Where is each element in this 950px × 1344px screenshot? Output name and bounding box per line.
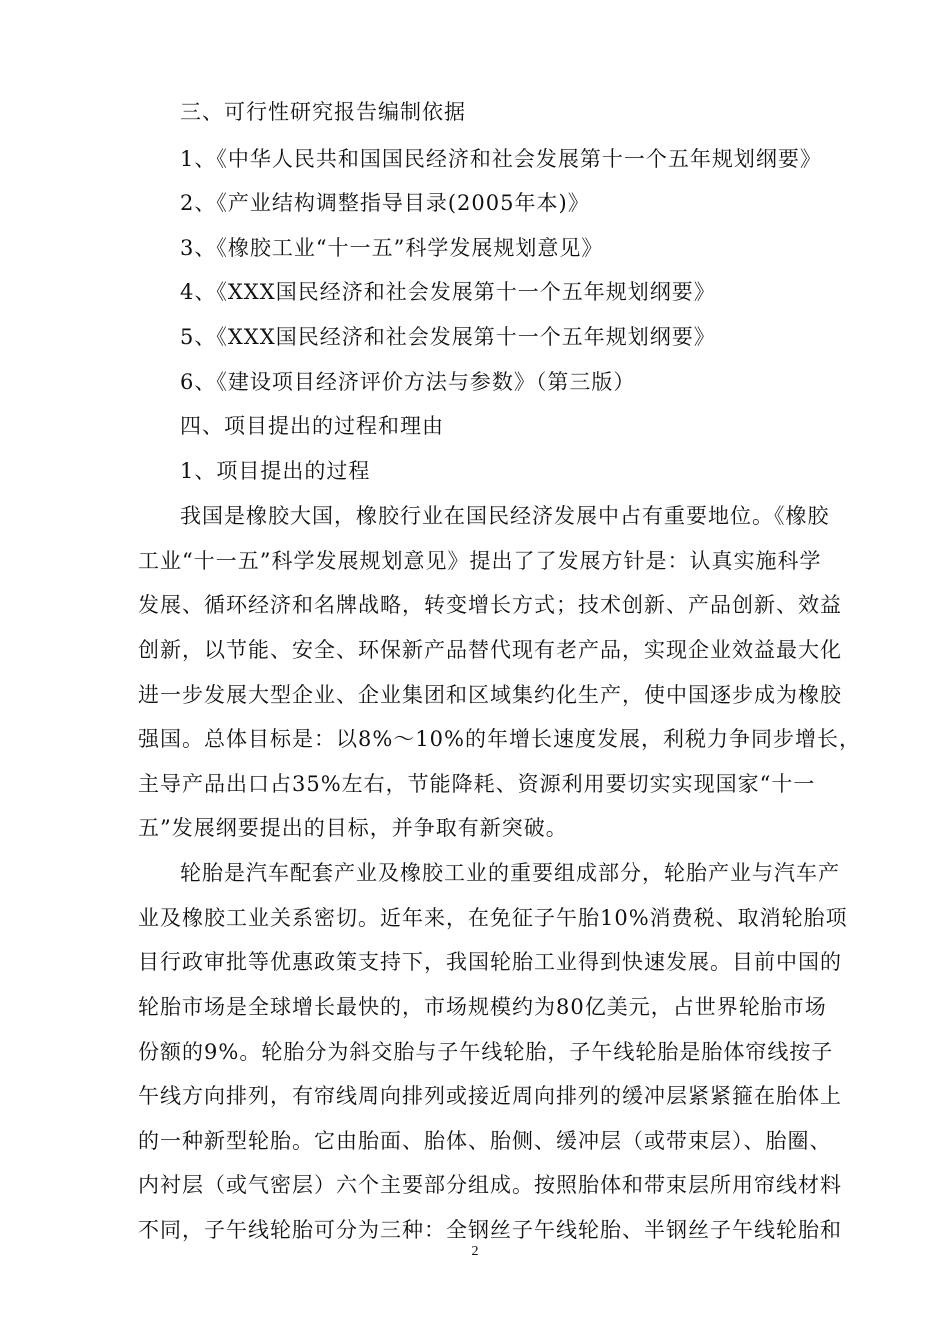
paragraph-2-line: 目行政审批等优惠政策支持下，我国轮胎工业得到快速发展。目前中国的 bbox=[138, 950, 842, 974]
basis-item-6: 6、《建设项目经济评价方法与参数》（第三版） bbox=[180, 370, 636, 394]
basis-item-4: 4、《XXX国民经济和社会发展第十一个五年规划纲要》 bbox=[180, 280, 716, 304]
paragraph-1-line: 强国。总体目标是：以8%～10%的年增长速度发展，利税力争同步增长， bbox=[138, 727, 861, 751]
basis-item-5: 5、《XXX国民经济和社会发展第十一个五年规划纲要》 bbox=[180, 325, 716, 349]
basis-item-2: 2、《产业结构调整指导目录(2005年本)》 bbox=[180, 191, 590, 215]
paragraph-1-line: 工业“十一五”科学发展规划意见》提出了了发展方针是：认真实施科学 bbox=[138, 549, 822, 573]
section-heading-basis: 三、可行性研究报告编制依据 bbox=[180, 100, 466, 124]
page-number: 2 bbox=[471, 1244, 479, 1259]
paragraph-2-line: 午线方向排列，有帘线周向排列或接近周向排列的缓冲层紧紧箍在胎体上 bbox=[138, 1084, 842, 1108]
paragraph-1-line: 我国是橡胶大国，橡胶行业在国民经济发展中占有重要地位。《橡胶 bbox=[180, 504, 830, 528]
paragraph-1-line: 进一步发展大型企业、企业集团和区域集约化生产，使中国逐步成为橡胶 bbox=[138, 683, 842, 707]
subsection-heading: 1、项目提出的过程 bbox=[180, 459, 371, 483]
paragraph-2-line: 的一种新型轮胎。它由胎面、胎体、胎侧、缓冲层（或带束层）、胎圈、 bbox=[138, 1129, 832, 1153]
paragraph-1-line: 主导产品出口占35%左右，节能降耗、资源利用要切实实现国家“十一 bbox=[138, 772, 816, 796]
basis-item-3: 3、《橡胶工业“十一五”科学发展规划意见》 bbox=[180, 236, 604, 260]
section-heading-reasons: 四、项目提出的过程和理由 bbox=[180, 414, 444, 438]
paragraph-1-line: 创新，以节能、安全、环保新产品替代现有老产品，实现企业效益最大化 bbox=[138, 638, 842, 662]
paragraph-2-line: 不同，子午线轮胎可分为三种：全钢丝子午线轮胎、半钢丝子午线轮胎和 bbox=[138, 1218, 842, 1242]
paragraph-2-line: 轮胎市场是全球增长最快的，市场规模约为80亿美元，占世界轮胎市场 bbox=[138, 995, 827, 1019]
paragraph-1-line: 五”发展纲要提出的目标，并争取有新突破。 bbox=[138, 816, 568, 840]
paragraph-2-line: 份额的9%。轮胎分为斜交胎与子午线轮胎，子午线轮胎是胎体帘线按子 bbox=[138, 1040, 834, 1064]
paragraph-2-line: 内衬层（或气密层）六个主要部分组成。按照胎体和带束层所用帘线材料 bbox=[138, 1173, 842, 1197]
paragraph-2-line: 业及橡胶工业关系密切。近年来，在免征子午胎10%消费税、取消轮胎项 bbox=[138, 906, 848, 930]
basis-item-1: 1、《中华人民共和国国民经济和社会发展第十一个五年规划纲要》 bbox=[180, 147, 822, 171]
paragraph-2-line: 轮胎是汽车配套产业及橡胶工业的重要组成部分，轮胎产业与汽车产 bbox=[180, 861, 840, 885]
paragraph-1-line: 发展、循环经济和名牌战略，转变增长方式；技术创新、产品创新、效益 bbox=[138, 593, 842, 617]
